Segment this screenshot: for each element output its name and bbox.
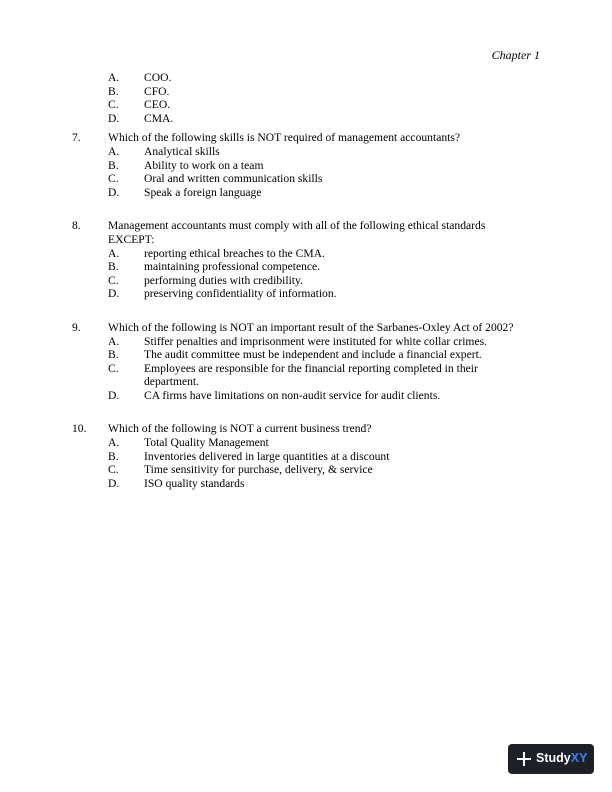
option-item — [0, 71, 612, 85]
question-text: Management accountants must comply with all of the following ethical standards EXCEPT: — [108, 219, 486, 246]
question-number: 7. — [72, 131, 81, 145]
option-item — [0, 186, 612, 200]
plus-icon — [517, 752, 531, 766]
question-list — [0, 71, 612, 490]
option-letter: A. — [108, 436, 120, 450]
option-text: Total Quality Management — [144, 436, 269, 450]
option-item — [0, 477, 612, 491]
option-letter: A. — [108, 144, 120, 158]
option-text: CMA. — [144, 111, 174, 125]
option-item — [0, 450, 612, 464]
option-text: Oral and written communication skills — [144, 172, 323, 186]
option-text: preserving confidentiality of information. — [144, 287, 337, 301]
studyxy-logo[interactable] — [508, 744, 594, 774]
option-item — [0, 159, 612, 173]
option-item — [0, 172, 612, 186]
option-letter: D. — [108, 287, 120, 301]
option-item — [0, 389, 612, 403]
option-item — [0, 112, 612, 126]
option-item — [0, 436, 612, 450]
option-letter: C. — [108, 463, 119, 477]
option-letter: D. — [108, 476, 120, 490]
question-8 — [0, 219, 612, 301]
option-letter: D. — [108, 388, 120, 402]
option-text: reporting ethical breaches to the CMA. — [144, 246, 325, 260]
logo-text: StudyXY — [536, 751, 588, 766]
continued-options — [0, 71, 612, 125]
option-text: Ability to work on a team — [144, 158, 264, 172]
option-text: Stiffer penalties and imprisonment were instituted for white collar crimes. — [144, 334, 487, 348]
option-letter: C. — [108, 273, 119, 287]
option-letter: A. — [108, 71, 120, 84]
option-text: Inventories delivered in large quantities at a discount — [144, 449, 390, 463]
option-text: performing duties with credibility. — [144, 273, 303, 287]
option-text: Analytical skills — [144, 144, 220, 158]
question-number: 9. — [72, 320, 81, 334]
option-letter: C. — [108, 98, 119, 112]
option-item — [0, 145, 612, 159]
option-letter: B. — [108, 449, 119, 463]
question-text: Which of the following skills is NOT required of management accountants? — [108, 131, 461, 145]
question-number: 10. — [72, 422, 87, 436]
option-item — [0, 463, 612, 477]
option-letter: A. — [108, 334, 120, 348]
option-item — [0, 362, 612, 389]
option-item — [0, 274, 612, 288]
option-item — [0, 335, 612, 349]
option-text: CA firms have limitations on non-audit service for audit clients. — [144, 388, 441, 402]
option-letter: D. — [108, 185, 120, 199]
page-header-chapter: Chapter 1 — [491, 48, 540, 62]
option-text: ISO quality standards — [144, 476, 245, 490]
option-text: CEO. — [144, 98, 171, 112]
option-letter: B. — [108, 348, 119, 362]
question-number: 8. — [72, 219, 81, 233]
option-text: Employees are responsible for the financial reporting completed in their department. — [144, 361, 478, 389]
option-item — [0, 85, 612, 99]
option-text: CFO. — [144, 84, 170, 98]
question-text: Which of the following is NOT an important result of the Sarbanes-Oxley Act of 2002? — [108, 320, 514, 334]
option-letter: A. — [108, 246, 120, 260]
option-letter: C. — [108, 172, 119, 186]
option-text: The audit committee must be independent and include a financial expert. — [144, 348, 482, 362]
option-text: Speak a foreign language — [144, 185, 262, 199]
option-letter: D. — [108, 111, 120, 125]
option-text: COO. — [144, 71, 172, 84]
question-text: Which of the following is NOT a current business trend? — [108, 422, 372, 436]
option-item — [0, 287, 612, 301]
option-text: maintaining professional competence. — [144, 260, 321, 274]
option-item — [0, 98, 612, 112]
option-item — [0, 260, 612, 274]
option-letter: C. — [108, 361, 119, 375]
option-letter: B. — [108, 158, 119, 172]
option-letter: B. — [108, 84, 119, 98]
option-item — [0, 348, 612, 362]
question-7 — [0, 131, 612, 199]
question-10 — [0, 422, 612, 490]
option-text: Time sensitivity for purchase, delivery, & service — [144, 463, 373, 477]
option-item — [0, 247, 612, 261]
option-letter: B. — [108, 260, 119, 274]
question-9 — [0, 321, 612, 403]
